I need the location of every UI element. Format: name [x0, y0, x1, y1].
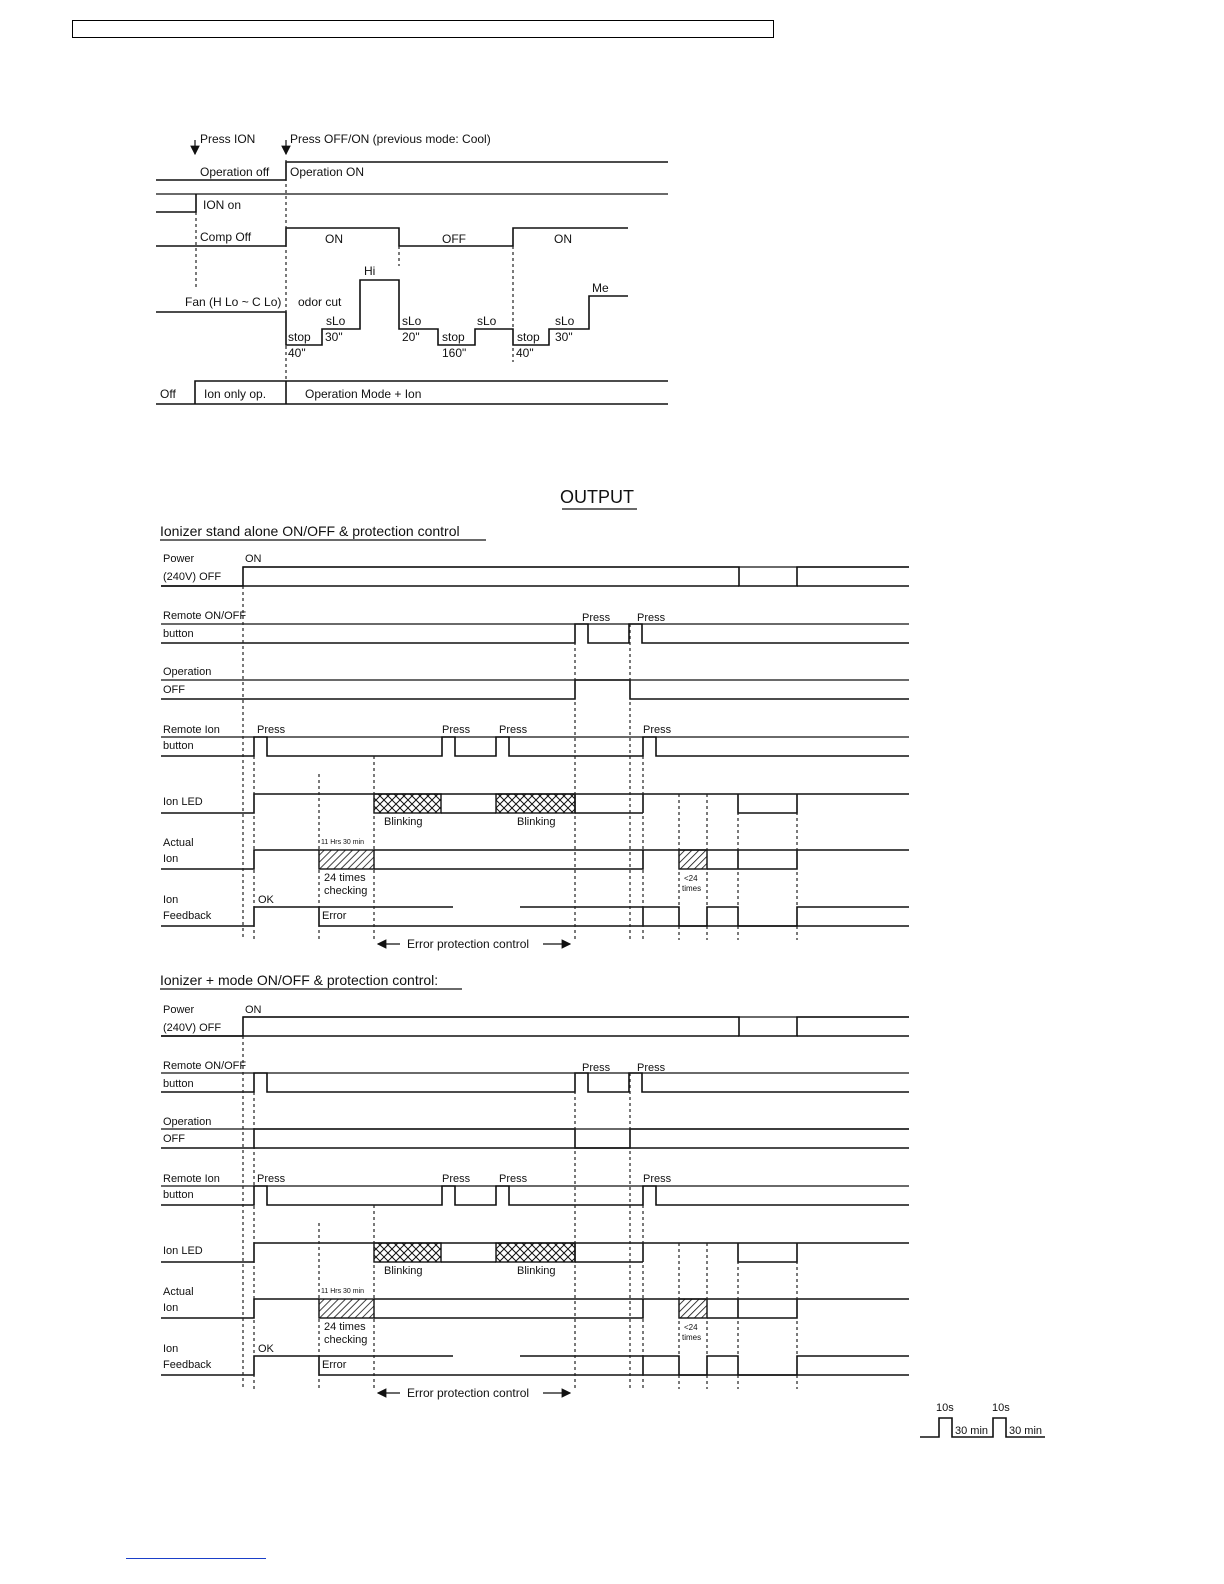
legend-30min-label: 30 min	[955, 1425, 989, 1437]
power-label-2: (240V) OFF	[163, 571, 222, 583]
slo4-label: sLo	[555, 314, 575, 328]
ion-only-label: Ion only op.	[204, 387, 267, 401]
press-label: Press	[499, 1173, 528, 1185]
me-label: Me	[592, 281, 609, 295]
ok-label: OK	[258, 1343, 274, 1355]
checking-label: checking	[324, 885, 368, 897]
remote-onoff-label: Remote ON/OFF	[163, 610, 247, 622]
lt24-times-label: times	[682, 884, 702, 893]
operation-label-2: OFF	[163, 1133, 185, 1145]
times24-label: 24 times	[324, 1321, 366, 1333]
fan-label: Fan (H Lo ~ C Lo)	[185, 295, 282, 309]
t40b-label: 40"	[516, 346, 534, 360]
error-label: Error	[322, 1359, 347, 1371]
power-label: Power	[163, 1004, 195, 1016]
section-title: Ionizer + mode ON/OFF & protection control:	[160, 972, 439, 988]
remote-onoff-label-2: button	[163, 628, 194, 640]
comp-off-label: Comp Off	[200, 230, 252, 244]
press-label: Press	[643, 724, 672, 736]
protection-label: Error protection control	[407, 937, 530, 951]
hi-label: Hi	[364, 264, 376, 278]
section-standalone	[160, 523, 909, 951]
blinking-label: Blinking	[517, 1265, 556, 1277]
remote-onoff-label: Remote ON/OFF	[163, 1060, 247, 1072]
remote-ion-label: Remote Ion	[163, 724, 220, 736]
blinking-block	[374, 794, 441, 813]
slo3-label: sLo	[477, 314, 497, 328]
stop1-label: stop	[288, 330, 311, 344]
remote-ion-waveform	[161, 1186, 909, 1205]
actual-ion-label-2: Ion	[163, 1302, 179, 1314]
operation-label: Operation	[163, 666, 212, 678]
actual-ion-label: Actual	[163, 1286, 194, 1298]
power-label: Power	[163, 553, 195, 565]
press-label: Press	[442, 1173, 471, 1185]
actual-ion-low	[374, 850, 643, 869]
actual-ion-label-2: Ion	[163, 853, 179, 865]
footer-link-line	[126, 1558, 266, 1559]
blinking-label: Blinking	[384, 816, 423, 828]
t30b-label: 30"	[555, 330, 573, 344]
remote-onoff-waveform	[161, 1073, 909, 1092]
press-label: Press	[499, 724, 528, 736]
ion-on-label: ION on	[203, 198, 242, 212]
ion-led-low-2	[738, 794, 797, 813]
hrs-label: 11 Hrs 30 min	[321, 839, 365, 846]
checking-block	[319, 850, 374, 869]
checking-block	[319, 1299, 374, 1318]
actual-ion-waveform	[161, 850, 319, 869]
off-label: Off	[160, 387, 176, 401]
power-on-label: ON	[245, 1004, 262, 1016]
stop2-label: stop	[442, 330, 465, 344]
lt24-label: <24	[684, 874, 698, 883]
hrs-label: 11 Hrs 30 min	[321, 1288, 365, 1295]
comp-on2-label: ON	[554, 232, 572, 246]
remote-ion-waveform	[161, 737, 909, 756]
actual-ion-low	[374, 1299, 643, 1318]
t30a-label: 30"	[325, 330, 343, 344]
output-title: OUTPUT	[560, 487, 634, 507]
pulse-legend	[920, 1402, 1045, 1437]
section-mode	[160, 972, 909, 1400]
op-mode-ion-label: Operation Mode + Ion	[305, 387, 422, 401]
slo2-label: sLo	[402, 314, 422, 328]
lt24-times-label: times	[682, 1333, 702, 1342]
error-label: Error	[322, 910, 347, 922]
slo1-label: sLo	[326, 314, 346, 328]
feedback-waveform-2	[643, 907, 909, 926]
legend-30min-label: 30 min	[1009, 1425, 1043, 1437]
ion-feedback-label: Ion	[163, 1343, 179, 1355]
checking-label: checking	[324, 1334, 368, 1346]
ion-feedback-label-2: Feedback	[163, 1359, 212, 1371]
op-on-label: Operation ON	[290, 165, 365, 179]
ion-feedback-label-2: Feedback	[163, 910, 212, 922]
remote-ion-label-2: button	[163, 740, 194, 752]
blinking-block	[496, 1243, 575, 1262]
ok-label: OK	[258, 894, 274, 906]
press-ion-label: Press ION	[200, 132, 256, 146]
actual-ion-label: Actual	[163, 837, 194, 849]
ion-led-low-2	[738, 1243, 797, 1262]
legend-10s-label: 10s	[936, 1402, 954, 1414]
press-label: Press	[582, 1062, 611, 1074]
operation-label-2: OFF	[163, 684, 185, 696]
power-waveform	[161, 1017, 909, 1036]
t40a-label: 40"	[288, 346, 306, 360]
checking-block	[679, 1299, 707, 1318]
press-label: Press	[582, 612, 611, 624]
actual-ion-low-2	[707, 1299, 797, 1318]
feedback-waveform-2	[643, 1356, 909, 1375]
top-diagram	[156, 132, 668, 404]
press-offon-label: Press OFF/ON (previous mode: Cool)	[290, 132, 491, 146]
t160-label: 160"	[442, 346, 467, 360]
operation-waveform	[161, 1129, 909, 1148]
lt24-label: <24	[684, 1323, 698, 1332]
ion-led-label: Ion LED	[163, 796, 203, 808]
stop3-label: stop	[517, 330, 540, 344]
blinking-label: Blinking	[384, 1265, 423, 1277]
remote-onoff-label-2: button	[163, 1078, 194, 1090]
press-label: Press	[637, 1062, 666, 1074]
remote-ion-label: Remote Ion	[163, 1173, 220, 1185]
blinking-label: Blinking	[517, 816, 556, 828]
power-label-2: (240V) OFF	[163, 1022, 222, 1034]
comp-off2-label: OFF	[442, 232, 466, 246]
operation-waveform	[161, 680, 909, 699]
remote-onoff-waveform	[161, 624, 909, 643]
ion-feedback-label: Ion	[163, 894, 179, 906]
actual-ion-low-2	[707, 850, 797, 869]
blinking-block	[374, 1243, 441, 1262]
blinking-block	[496, 794, 575, 813]
power-on-label: ON	[245, 553, 262, 565]
remote-ion-label-2: button	[163, 1189, 194, 1201]
press-label: Press	[442, 724, 471, 736]
legend-10s-label: 10s	[992, 1402, 1010, 1414]
odor-cut-label: odor cut	[298, 295, 342, 309]
section-title: Ionizer stand alone ON/OFF & protection control	[160, 523, 460, 539]
ion-led-label: Ion LED	[163, 1245, 203, 1257]
power-waveform	[161, 567, 909, 586]
t20-label: 20"	[402, 330, 420, 344]
press-label: Press	[257, 1173, 286, 1185]
actual-ion-waveform	[161, 1299, 319, 1318]
checking-block	[679, 850, 707, 869]
operation-label: Operation	[163, 1116, 212, 1128]
times24-label: 24 times	[324, 872, 366, 884]
protection-label: Error protection control	[407, 1386, 530, 1400]
ion-waveform	[156, 194, 196, 212]
op-off-label: Operation off	[200, 165, 270, 179]
press-label: Press	[637, 612, 666, 624]
press-label: Press	[643, 1173, 672, 1185]
comp-on1-label: ON	[325, 232, 343, 246]
press-label: Press	[257, 724, 286, 736]
